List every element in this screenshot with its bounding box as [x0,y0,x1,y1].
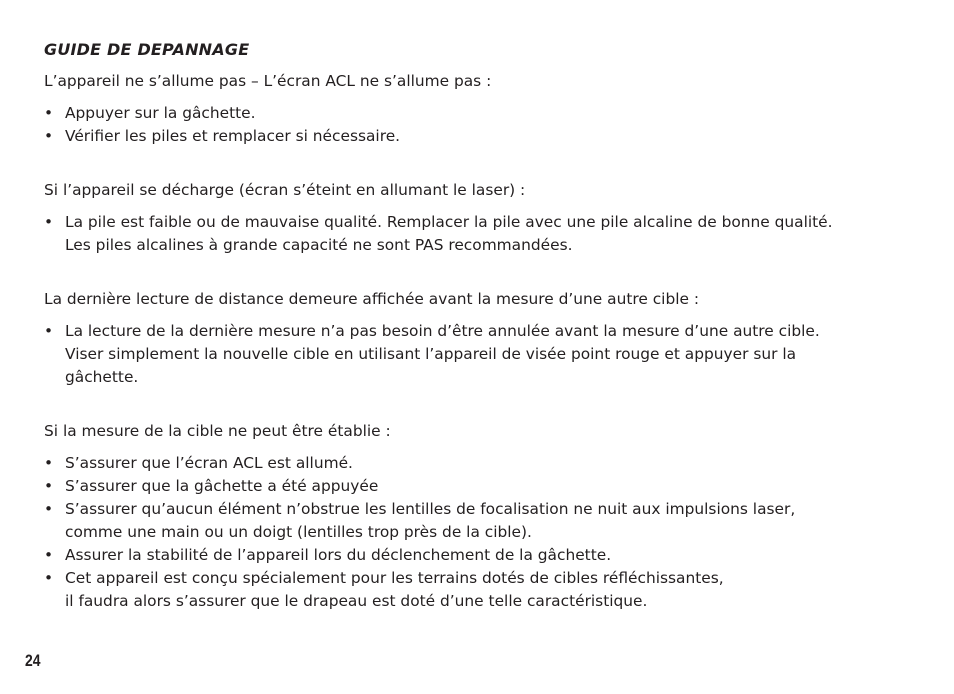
list-item [44,452,924,475]
bullet-icon: • [44,104,54,122]
bullet-icon: • [44,127,54,145]
bullet-icon: • [44,546,54,564]
list-item [44,498,924,544]
bullet-list [44,320,924,389]
list-item-text: gâchette. [65,368,139,386]
section-heading: Si l’appareil se décharge (écran s’éteint en allumant le laser) : [44,181,526,199]
list-item [44,125,924,148]
page-number: 24 [25,651,41,670]
list-item-text: Appuyer sur la gâchette. [65,104,256,122]
bullet-icon: • [44,569,54,587]
list-item-text: il faudra alors s’assurer que le drapeau est doté d’une telle caractéristique. [65,592,648,610]
list-item-text: Cet appareil est conçu spécialement pour les terrains dotés de cibles réfléchissantes, [65,569,724,587]
bullet-icon: • [44,454,54,472]
section-last-reading [44,288,924,389]
section-heading: L’appareil ne s’allume pas – L’écran ACL ne s’allume pas : [44,72,492,90]
list-item-text: comme une main ou un doigt (lentilles trop près de la cible). [65,523,532,541]
bullet-list [44,452,924,613]
bullet-icon: • [44,477,54,495]
bullet-list [44,102,924,148]
list-item-text: S’assurer qu’aucun élément n’obstrue les lentilles de focalisation ne nuit aux impulsions laser, [65,500,796,518]
list-item-text: Assurer la stabilité de l’appareil lors du déclenchement de la gâchette. [65,546,612,564]
list-item-text: S’assurer que la gâchette a été appuyée [65,477,379,495]
list-item-text: Vérifier les piles et remplacer si nécessaire. [65,127,401,145]
list-item-text: La lecture de la dernière mesure n’a pas besoin d’être annulée avant la mesure d’une autre cible. [65,322,820,340]
list-item-text: S’assurer que l’écran ACL est allumé. [65,454,353,472]
section-heading: La dernière lecture de distance demeure affichée avant la mesure d’une autre cible : [44,290,700,308]
section-measure-failure [44,420,924,613]
section-discharge [44,179,924,257]
section-power [44,70,924,148]
list-item-text: Viser simplement la nouvelle cible en utilisant l’appareil de visée point rouge et appuyer sur la [65,345,797,363]
list-item [44,320,924,389]
list-item [44,567,924,613]
document-page [44,40,924,644]
bullet-icon: • [44,213,54,231]
bullet-list [44,211,924,257]
list-item [44,211,924,257]
bullet-icon: • [44,500,54,518]
list-item [44,475,924,498]
list-item-text: La pile est faible ou de mauvaise qualité. Remplacer la pile avec une pile alcaline de bonne qualité. [65,213,833,231]
page-title: GUIDE DE DEPANNAGE [44,40,250,59]
section-heading: Si la mesure de la cible ne peut être établie : [44,422,391,440]
list-item-text: Les piles alcalines à grande capacité ne sont PAS recommandées. [65,236,573,254]
bullet-icon: • [44,322,54,340]
list-item [44,102,924,125]
list-item [44,544,924,567]
